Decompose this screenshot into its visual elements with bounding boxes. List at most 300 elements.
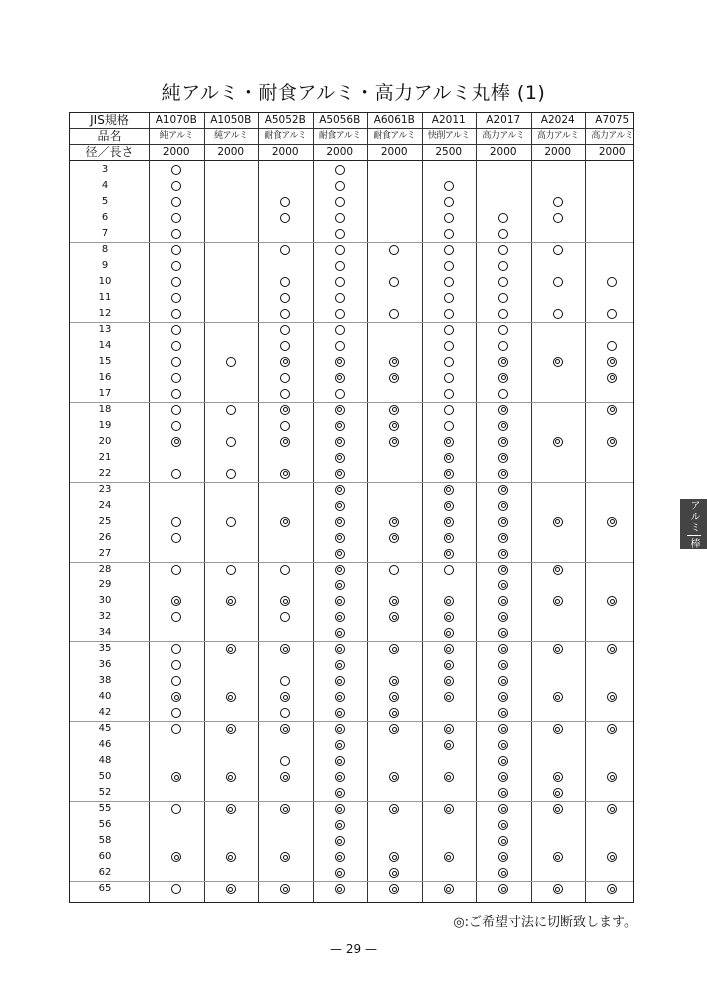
double-circle-mark [389,852,399,862]
header-cell: A1050B [210,114,252,126]
size-label: 16 [98,371,112,383]
header-cell: 2000 [544,146,572,158]
double-circle-mark [226,644,236,654]
double-circle-mark [335,501,345,511]
double-circle-mark [498,660,508,670]
double-circle-mark [171,596,181,606]
column-divider [149,113,150,902]
double-circle-mark [335,644,345,654]
double-circle-mark [335,868,345,878]
size-label: 38 [98,675,112,687]
double-circle-mark [389,373,399,383]
page-title: 純アルミ・耐食アルミ・高力アルミ丸棒 (1) [161,82,546,104]
header-cell: 耐食アルミ [373,131,416,141]
circle-mark [171,884,181,894]
size-label: 46 [98,739,112,751]
row-group-divider [70,641,633,642]
size-label: 3 [101,164,109,175]
double-circle-mark [498,469,508,479]
double-circle-mark [226,852,236,862]
section-tab-divider [687,535,701,536]
double-circle-mark [389,644,399,654]
circle-mark [444,277,454,287]
size-label: 9 [101,259,109,271]
row-group-divider [70,801,633,802]
double-circle-mark [607,517,617,527]
header-cell: 2000 [217,146,245,158]
double-circle-mark [498,628,508,638]
double-circle-mark [226,804,236,814]
circle-mark [171,165,181,175]
circle-mark [444,197,454,207]
double-circle-mark [553,692,563,702]
double-circle-mark [498,485,508,495]
circle-mark [171,261,181,271]
double-circle-mark [553,517,563,527]
size-label: 27 [98,547,112,559]
circle-mark [171,469,181,479]
double-circle-mark [607,373,617,383]
double-circle-mark [335,453,345,463]
double-circle-mark [607,405,617,415]
double-circle-mark [335,405,345,415]
header-label: 品名 [97,129,122,143]
circle-mark [280,341,290,351]
circle-mark [607,277,617,287]
double-circle-mark [280,804,290,814]
column-divider [367,113,368,902]
circle-mark [389,277,399,287]
header-cell: 2000 [380,146,408,158]
circle-mark [335,165,345,175]
double-circle-mark [389,421,399,431]
double-circle-mark [553,357,563,367]
size-label: 30 [98,595,112,607]
double-circle-mark [444,628,454,638]
double-circle-mark [498,533,508,543]
double-circle-mark [607,596,617,606]
circle-mark [171,612,181,622]
double-circle-mark [444,772,454,782]
double-circle-mark [498,852,508,862]
header-cell: A2024 [540,114,575,126]
header-row [70,145,633,161]
circle-mark [444,325,454,335]
double-circle-mark [226,692,236,702]
row-group-divider [70,562,633,563]
size-label: 18 [98,403,112,415]
double-circle-mark [335,884,345,894]
circle-mark [444,421,454,431]
circle-mark [389,245,399,255]
double-circle-mark [389,357,399,367]
circle-mark [607,341,617,351]
double-circle-mark [335,533,345,543]
double-circle-mark [498,517,508,527]
double-circle-mark [498,357,508,367]
circle-mark [171,293,181,303]
circle-mark [498,293,508,303]
size-label: 60 [98,851,112,863]
column-divider [422,113,423,902]
circle-mark [335,197,345,207]
column-divider [531,113,532,902]
double-circle-mark [444,660,454,670]
double-circle-mark [335,437,345,447]
double-circle-mark [335,692,345,702]
circle-mark [280,277,290,287]
circle-mark [171,181,181,191]
double-circle-mark [280,517,290,527]
circle-mark [280,245,290,255]
circle-mark [444,261,454,271]
header-cell: 2000 [598,146,626,158]
double-circle-mark [444,533,454,543]
circle-mark [280,325,290,335]
circle-mark [553,309,563,319]
double-circle-mark [444,596,454,606]
double-circle-mark [607,437,617,447]
header-cell: 高力アルミ [482,131,525,141]
double-circle-mark [607,804,617,814]
circle-mark [389,309,399,319]
double-circle-mark [226,724,236,734]
circle-mark [280,373,290,383]
circle-mark [498,261,508,271]
circle-mark [280,421,290,431]
double-circle-mark [335,485,345,495]
double-circle-mark [553,437,563,447]
circle-mark [498,245,508,255]
circle-mark [335,229,345,239]
double-circle-mark [444,549,454,559]
double-circle-mark [553,596,563,606]
circle-mark [335,325,345,335]
circle-mark [335,389,345,399]
double-circle-mark [444,724,454,734]
circle-mark [171,341,181,351]
double-circle-mark [498,772,508,782]
circle-mark [171,421,181,431]
double-circle-mark [553,644,563,654]
circle-mark [226,517,236,527]
size-label: 22 [98,467,112,479]
header-cell: A2017 [486,114,521,126]
double-circle-mark [498,373,508,383]
double-circle-mark [389,708,399,718]
circle-mark [498,309,508,319]
size-label: 56 [98,819,112,831]
double-circle-mark [607,852,617,862]
circle-mark [444,565,454,575]
double-circle-mark [389,884,399,894]
header-cell: A7075 [595,114,630,126]
circle-mark [553,277,563,287]
double-circle-mark [335,421,345,431]
circle-mark [444,245,454,255]
header-cell: 2000 [271,146,299,158]
double-circle-mark [280,724,290,734]
circle-mark [335,213,345,223]
circle-mark [553,197,563,207]
size-label: 8 [101,243,109,255]
size-label: 6 [101,211,109,223]
size-label: 23 [98,483,112,495]
double-circle-mark [389,437,399,447]
availability-table [69,112,634,903]
section-tab [680,499,707,549]
double-circle-mark [389,596,399,606]
double-circle-mark [607,724,617,734]
double-circle-mark [444,437,454,447]
header-cell: 純アルミ [159,131,193,141]
header-cell: 2000 [326,146,354,158]
double-circle-mark [444,485,454,495]
double-circle-mark [280,692,290,702]
header-cell: A2011 [431,114,466,126]
double-circle-mark [553,852,563,862]
double-circle-mark [607,884,617,894]
header-cell: 2500 [435,146,463,158]
circle-mark [498,389,508,399]
double-circle-mark [280,405,290,415]
double-circle-mark [171,852,181,862]
circle-mark [335,341,345,351]
double-circle-mark [335,580,345,590]
circle-mark [171,708,181,718]
double-circle-mark [335,708,345,718]
double-circle-mark [498,756,508,766]
double-circle-mark [444,469,454,479]
row-group-divider [70,881,633,882]
circle-mark [171,804,181,814]
circle-mark [171,357,181,367]
double-circle-mark [498,580,508,590]
column-divider [204,113,205,902]
size-label: 21 [98,451,112,463]
circle-mark [444,341,454,351]
double-circle-mark [607,692,617,702]
double-circle-mark [498,868,508,878]
double-circle-mark [226,772,236,782]
size-label: 58 [98,835,112,847]
double-circle-mark [553,884,563,894]
double-circle-mark [335,549,345,559]
double-circle-mark [498,453,508,463]
header-row [70,129,633,145]
double-circle-mark [335,756,345,766]
circle-mark [171,197,181,207]
circle-mark [171,309,181,319]
header-cell: 耐食アルミ [264,131,307,141]
size-label: 25 [98,515,112,527]
double-circle-mark [498,676,508,686]
double-circle-mark [335,740,345,750]
header-cell: 純アルミ [214,131,248,141]
circle-mark [444,181,454,191]
size-label: 24 [98,499,112,511]
circle-mark [444,357,454,367]
size-label: 45 [98,723,112,735]
double-circle-mark [553,772,563,782]
circle-mark [607,309,617,319]
double-circle-mark [444,692,454,702]
circle-mark [171,660,181,670]
double-circle-mark [553,804,563,814]
circle-mark [171,373,181,383]
size-label: 34 [98,627,112,639]
circle-mark [280,676,290,686]
circle-mark [553,213,563,223]
double-circle-mark [553,788,563,798]
size-label: 10 [98,275,112,287]
circle-mark [335,309,345,319]
circle-mark [171,325,181,335]
column-divider [476,113,477,902]
circle-mark [444,373,454,383]
double-circle-mark [444,676,454,686]
double-circle-mark [171,772,181,782]
double-circle-mark [498,692,508,702]
double-circle-mark [335,788,345,798]
circle-mark [444,229,454,239]
double-circle-mark [280,437,290,447]
double-circle-mark [498,708,508,718]
circle-mark [171,229,181,239]
size-label: 5 [101,195,109,207]
double-circle-mark [335,628,345,638]
circle-mark [280,197,290,207]
circle-mark [498,341,508,351]
circle-mark [498,229,508,239]
circle-mark [171,533,181,543]
double-circle-mark [335,852,345,862]
circle-mark [335,181,345,191]
double-circle-mark [335,772,345,782]
circle-mark [280,309,290,319]
size-label: 55 [98,803,112,815]
double-circle-mark [498,549,508,559]
size-label: 17 [98,387,112,399]
double-circle-mark [389,804,399,814]
circle-mark [444,293,454,303]
double-circle-mark [335,836,345,846]
column-divider [258,113,259,902]
double-circle-mark [389,405,399,415]
size-label: 28 [98,563,112,575]
circle-mark [498,213,508,223]
double-circle-mark [444,804,454,814]
double-circle-mark [498,421,508,431]
double-circle-mark [498,501,508,511]
circle-mark [171,565,181,575]
size-label: 40 [98,691,112,703]
double-circle-mark [335,724,345,734]
double-circle-mark [389,533,399,543]
double-circle-mark [335,373,345,383]
double-circle-mark [335,357,345,367]
circle-mark [226,357,236,367]
size-label: 62 [98,867,112,879]
double-circle-mark [389,772,399,782]
circle-mark [444,405,454,415]
circle-mark [226,565,236,575]
double-circle-mark [389,692,399,702]
circle-mark [280,565,290,575]
double-circle-mark [280,644,290,654]
circle-mark [389,565,399,575]
double-circle-mark [280,884,290,894]
section-tab-item: 棒 [688,537,699,549]
double-circle-mark [553,724,563,734]
double-circle-mark [335,676,345,686]
double-circle-mark [335,804,345,814]
size-label: 13 [98,323,112,335]
page-number: — 29 — [330,942,377,956]
double-circle-mark [498,565,508,575]
double-circle-mark [444,884,454,894]
size-label: 19 [98,419,112,431]
row-group-divider [70,242,633,243]
circle-mark [280,708,290,718]
double-circle-mark [280,357,290,367]
double-circle-mark [389,612,399,622]
double-circle-mark [444,453,454,463]
double-circle-mark [226,596,236,606]
circle-mark [171,405,181,415]
double-circle-mark [498,836,508,846]
double-circle-mark [171,437,181,447]
row-group-divider [70,721,633,722]
double-circle-mark [335,565,345,575]
double-circle-mark [171,692,181,702]
header-cell: 高力アルミ [536,131,579,141]
double-circle-mark [444,644,454,654]
size-label: 15 [98,355,112,367]
column-divider [585,113,586,902]
double-circle-mark [498,437,508,447]
circle-mark [171,644,181,654]
size-label: 14 [98,339,112,351]
double-circle-mark [280,852,290,862]
circle-mark [171,676,181,686]
double-circle-mark [444,612,454,622]
double-circle-mark [498,820,508,830]
circle-mark [280,293,290,303]
header-cell: 高力アルミ [591,131,634,141]
header-cell: A5052B [264,114,306,126]
circle-mark [171,245,181,255]
double-circle-mark [389,724,399,734]
circle-mark [226,469,236,479]
double-circle-mark [389,676,399,686]
double-circle-mark [335,660,345,670]
row-group-divider [70,402,633,403]
size-label: 11 [98,291,112,303]
size-label: 42 [98,707,112,719]
double-circle-mark [280,596,290,606]
double-circle-mark [498,644,508,654]
circle-mark [171,277,181,287]
size-label: 29 [98,579,112,591]
row-group-divider [70,482,633,483]
size-label: 65 [98,883,112,895]
header-cell: 快削アルミ [427,131,470,141]
double-circle-mark [335,469,345,479]
circle-mark [444,389,454,399]
circle-mark [280,756,290,766]
circle-mark [171,389,181,399]
